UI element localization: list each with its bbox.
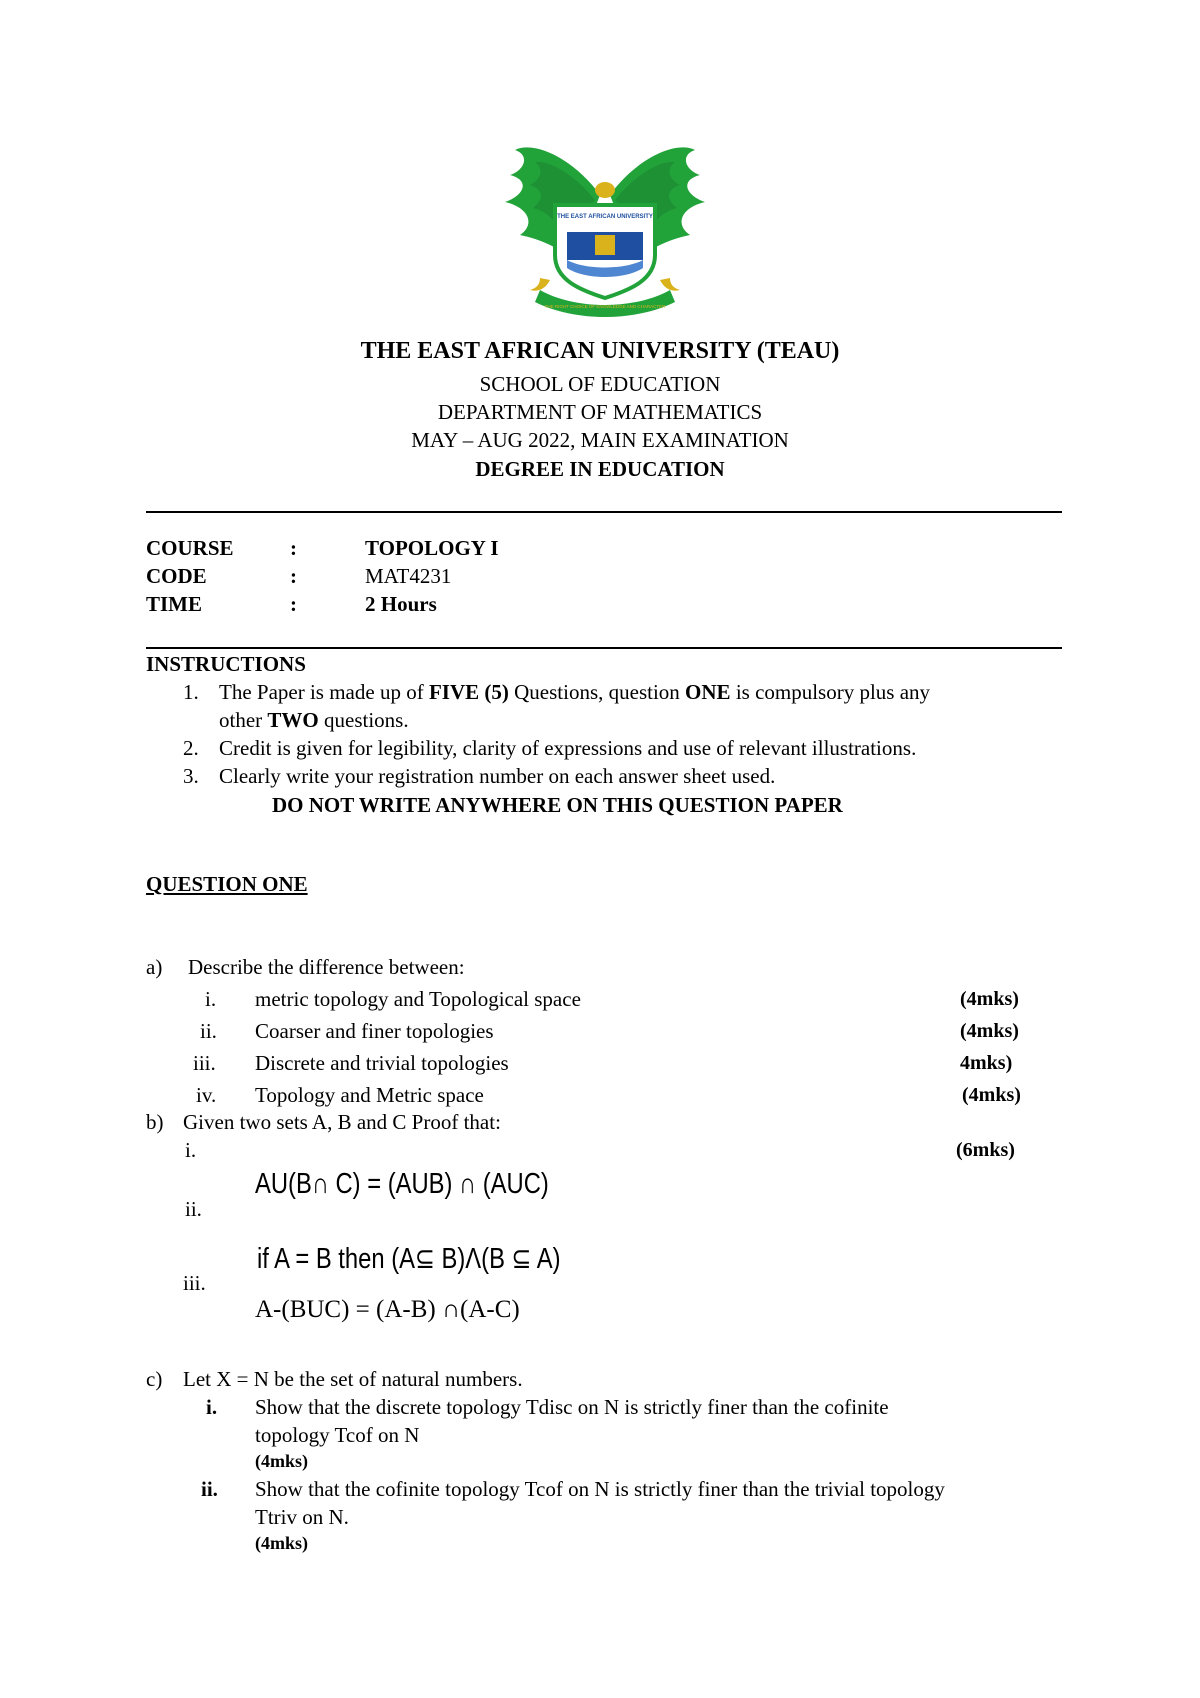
c-i-marks: (4mks) xyxy=(255,1451,308,1471)
time-key: TIME xyxy=(146,592,203,616)
code-key: CODE xyxy=(146,564,207,588)
a-iii-marks: 4mks) xyxy=(960,1052,1013,1074)
course-value: TOPOLOGY I xyxy=(365,536,499,560)
logo-motto: THE RIGHT CHOICE OF KNOWLEDGE AND CHARACTER xyxy=(544,304,666,309)
instructions-heading: INSTRUCTIONS xyxy=(146,652,306,676)
a-iv-num: iv. xyxy=(196,1083,217,1107)
part-c-label: c) xyxy=(146,1367,163,1391)
course-row xyxy=(0,536,1200,562)
a-i-marks: (4mks) xyxy=(960,988,1019,1010)
time-sep: : xyxy=(290,592,297,616)
department-name: DEPARTMENT OF MATHEMATICS xyxy=(437,400,763,424)
a-i-num: i. xyxy=(205,987,217,1011)
time-value: 2 Hours xyxy=(365,592,437,616)
b-iii-num: iii. xyxy=(183,1271,206,1295)
question-one-heading: QUESTION ONE xyxy=(146,872,308,896)
code-value: MAT4231 xyxy=(365,564,452,588)
part-a-text: Describe the difference between: xyxy=(188,955,465,979)
b-i-marks: (6mks) xyxy=(956,1139,1015,1161)
c-ii-line2: Ttriv on N. xyxy=(255,1505,349,1529)
degree-name: DEGREE IN EDUCATION xyxy=(475,457,725,481)
code-sep: : xyxy=(290,564,297,588)
university-title: THE EAST AFRICAN UNIVERSITY (TEAU) xyxy=(360,338,840,364)
logo-text: THE EAST AFRICAN UNIVERSITY xyxy=(557,214,653,220)
a-iv-marks: (4mks) xyxy=(962,1084,1021,1106)
part-b-label: b) xyxy=(146,1110,164,1134)
a-ii-marks: (4mks) xyxy=(960,1020,1019,1042)
b-extra-formula: A-(BUC) = (A-B) ∩(A-C) xyxy=(255,1296,520,1323)
b-iii-formula: if A = B then (A⊆ B)Λ(B ⊆ A) xyxy=(257,1243,561,1275)
school-name: SCHOOL OF EDUCATION xyxy=(479,372,721,396)
b-i-num: i. xyxy=(185,1138,197,1162)
a-iii-num: iii. xyxy=(193,1051,216,1075)
divider-bottom xyxy=(146,647,1062,649)
a-iv-text: Topology and Metric space xyxy=(255,1083,484,1107)
instruction-3: Clearly write your registration number on each answer sheet used. xyxy=(219,764,776,788)
c-ii-line1: Show that the cofinite topology Tcof on N is strictly finer than the trivial topology xyxy=(255,1477,945,1501)
code-row xyxy=(0,564,1200,590)
b-ii-num: ii. xyxy=(185,1197,202,1221)
university-logo xyxy=(495,140,715,325)
c-i-num: i. xyxy=(206,1395,218,1419)
instruction-3-num: 3. xyxy=(183,764,199,788)
exam-session: MAY – AUG 2022, MAIN EXAMINATION xyxy=(411,428,789,452)
a-i-text: metric topology and Topological space xyxy=(255,987,581,1011)
c-ii-marks: (4mks) xyxy=(255,1533,308,1553)
a-ii-num: ii. xyxy=(200,1019,217,1043)
a-ii-text: Coarser and finer topologies xyxy=(255,1019,494,1043)
a-iii-text: Discrete and trivial topologies xyxy=(255,1051,509,1075)
part-c-text: Let X = N be the set of natural numbers. xyxy=(183,1367,523,1391)
instruction-2-num: 2. xyxy=(183,736,199,760)
time-row xyxy=(0,592,1200,618)
instruction-1-line2: other TWO questions. xyxy=(219,708,409,732)
instruction-1: The Paper is made up of FIVE (5) Questions, question ONE is compulsory plus any xyxy=(219,680,931,704)
part-b-text: Given two sets A, B and C Proof that: xyxy=(183,1110,501,1134)
course-key: COURSE xyxy=(146,536,234,560)
course-sep: : xyxy=(290,536,297,560)
b-ii-formula: AU(B∩ C) = (AUB) ∩ (AUC) xyxy=(255,1168,549,1200)
part-a-label: a) xyxy=(146,955,163,979)
warning-text: DO NOT WRITE ANYWHERE ON THIS QUESTION PAPER xyxy=(272,793,843,817)
c-i-line2: topology Tcof on N xyxy=(255,1423,420,1447)
instruction-2: Credit is given for legibility, clarity of expressions and use of relevant illustrations. xyxy=(219,736,917,760)
c-i-line1: Show that the discrete topology Tdisc on N is strictly finer than the cofinite xyxy=(255,1395,889,1419)
c-ii-num: ii. xyxy=(201,1477,218,1501)
instruction-1-num: 1. xyxy=(183,680,199,704)
divider-top xyxy=(146,511,1062,513)
